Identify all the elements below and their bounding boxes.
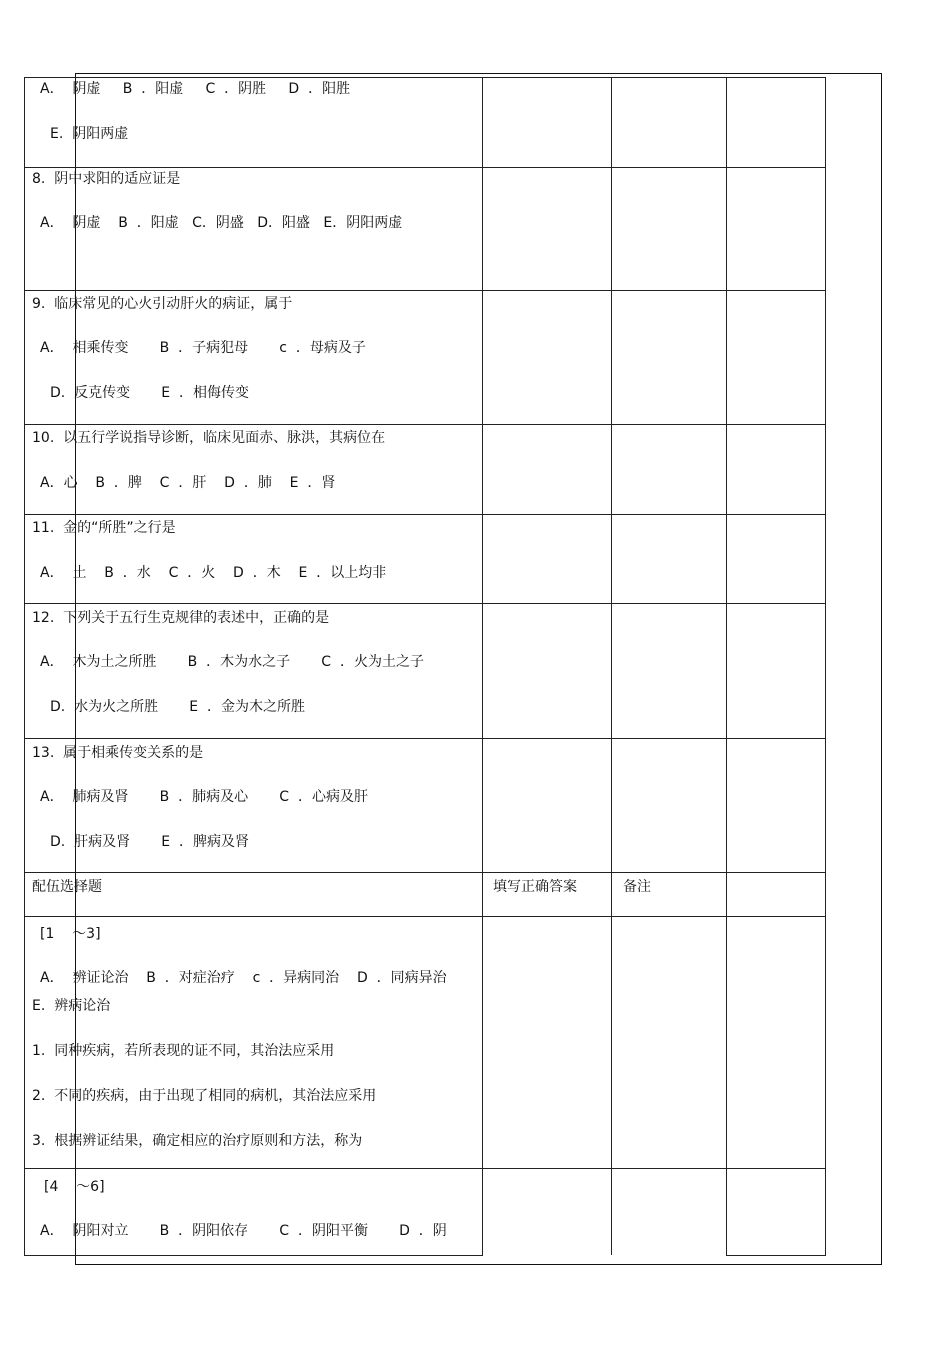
- row-line: [24, 167, 826, 168]
- question-10-stem: 10. 以五行学说指导诊断，临床见面赤、脉洪，其病位在: [32, 430, 386, 446]
- group-1-question-2: 2. 不同的疾病，由于出现了相同的病机，其治法应采用: [32, 1088, 377, 1104]
- column-divider-extra: [726, 77, 727, 1255]
- question-11-stem: 11. 金的“所胜”之行是: [32, 520, 176, 536]
- question-13-options-b: D. 肝病及肾 E ．脾病及肾: [50, 834, 250, 850]
- answer-column-header: 填写正确答案: [493, 879, 577, 895]
- question-12-options-a: A． 木为土之所胜 B ．木为水之子 C ．火为土之子: [40, 654, 424, 670]
- question-8-stem: 8. 阴中求阳的适应证是: [32, 171, 181, 187]
- group-1-question-1: 1. 同种疾病，若所表现的证不同，其治法应采用: [32, 1043, 335, 1059]
- row-line: [24, 290, 826, 291]
- row-line: [24, 603, 826, 604]
- question-12-stem: 12. 下列关于五行生克规律的表述中，正确的是: [32, 610, 330, 626]
- question-12-options-b: D. 水为火之所胜 E ．金为木之所胜: [50, 699, 306, 715]
- group-1-question-3: 3. 根据辨证结果，确定相应的治疗原则和方法，称为: [32, 1133, 363, 1149]
- group-2-range: [4 ～6]: [44, 1179, 105, 1195]
- group-2-options-a: A． 阴阳对立 B ．阴阳依存 C ．阴阳平衡 D ．阴: [40, 1223, 447, 1239]
- question-9-options-b: D. 反克传变 E ．相侮传变: [50, 385, 250, 401]
- section-title: 配伍选择题: [32, 879, 102, 895]
- row-line: [726, 1255, 826, 1256]
- row-line: [24, 424, 826, 425]
- question-9-options-a: A． 相乘传变 B ．子病犯母 c ．母病及子: [40, 340, 366, 356]
- row-line: [24, 916, 826, 917]
- question-8-options: A． 阴虚 B ．阳虚 C．阴盛 D．阳盛 E．阴阳两虚: [40, 215, 403, 231]
- row-line: [24, 1255, 483, 1256]
- question-10-options: A．心 B ．脾 C ．肝 D ．肺 E ．肾: [40, 475, 336, 491]
- row-line: [24, 872, 826, 873]
- note-column-header: 备注: [623, 879, 651, 895]
- column-divider-note: [611, 77, 612, 1255]
- row-line: [24, 1168, 826, 1169]
- question-13-options-a: A． 肺病及肾 B ．肺病及心 C ．心病及肝: [40, 789, 368, 805]
- question-13-stem: 13. 属于相乘传变关系的是: [32, 745, 204, 761]
- row-line: [24, 738, 826, 739]
- question-11-options: A． 土 B ．水 C ．火 D ．木 E ．以上均非: [40, 565, 387, 581]
- table-right-border: [825, 77, 826, 1255]
- row-line: [24, 514, 826, 515]
- column-divider-answer: [482, 77, 483, 1255]
- group-1-options-a: A． 辨证论治 B ．对症治疗 c ．异病同治 D ．同病异治: [40, 970, 447, 986]
- group-1-options-b: E. 辨病论治: [32, 998, 111, 1014]
- group-1-range: [1 ～3]: [40, 926, 101, 942]
- question-7-options-b: E. 阴阳两虚: [50, 126, 129, 142]
- row-line: [24, 77, 826, 78]
- question-9-stem: 9. 临床常见的心火引动肝火的病证，属于: [32, 296, 293, 312]
- question-7-options-a: A． 阴虚 B ．阳虚 C ．阴胜 D ．阳胜: [40, 81, 351, 97]
- table-left-border: [24, 77, 25, 1255]
